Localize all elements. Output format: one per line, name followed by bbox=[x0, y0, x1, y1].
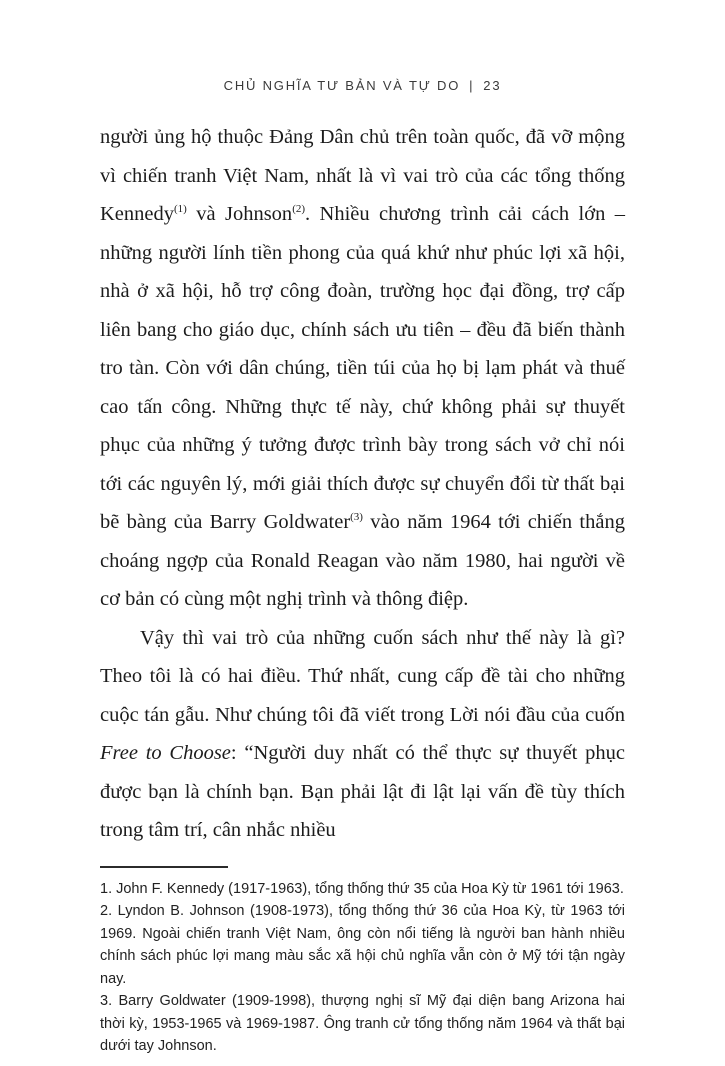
footnote: 3. Barry Goldwater (1909-1998), thượng nghị sĩ Mỹ đại diện bang Arizona hai thời kỳ, 1953-1965 và 1969-1987. Ông tranh cử tổng thống năm 1964 và thất bại dưới tay Johnson. bbox=[100, 993, 625, 1054]
text-segment: người ủng hộ thuộc Đảng Dân chủ trên toàn quốc, đã vỡ mộng vì chiến tranh Việt Nam, nhất là vì vai trò của các tổng thống Kennedy bbox=[100, 126, 625, 225]
body-text bbox=[100, 118, 625, 850]
paragraph bbox=[100, 619, 625, 850]
text-segment: và Johnson bbox=[186, 203, 293, 225]
footnotes bbox=[100, 878, 625, 1058]
paragraph bbox=[100, 118, 625, 619]
text-segment: : “Người duy nhất có thể thực sự thuyết phục được bạn là chính bạn. Bạn phải lật đi lật lại vấn đề tùy thích trong tâm trí, cân nhắc nhiều bbox=[100, 742, 625, 841]
text-segment: vào năm 1964 tới chiến thắng choáng ngợp của Ronald Reagan vào năm 1980, hai người về cơ bản có cùng một nghị trình và thông điệp. bbox=[100, 511, 625, 610]
page-number: 23 bbox=[483, 78, 502, 93]
running-head bbox=[0, 78, 725, 93]
text-segment: Free to Choose bbox=[100, 742, 231, 764]
footnote: 2. Lyndon B. Johnson (1908-1973), tổng thống thứ 36 của Hoa Kỳ, từ 1963 tới 1969. Ngoài chiến tranh Việt Nam, ông còn nổi tiếng là người ban hành nhiều chính sách phúc lợi mang màu sắc xã hội chủ nghĩa vẫn còn ở Mỹ tới tận ngày nay. bbox=[100, 903, 625, 987]
page-content bbox=[100, 118, 625, 1058]
footnote-marker: (1) bbox=[174, 203, 187, 216]
header-divider: | bbox=[469, 78, 475, 93]
footnote-separator bbox=[100, 866, 228, 868]
footnote-marker: (2) bbox=[292, 203, 306, 216]
footnote-marker: (3) bbox=[350, 511, 363, 524]
text-segment: . Nhiều chương trình cải cách lớn – những người lính tiền phong của quá khứ như phúc lợi xã hội, nhà ở xã hội, hỗ trợ công đoàn, trường học đại đồng, trợ cấp liên bang cho giáo dục, chính sách ưu tiên – đều đã biến thành tro tàn. Còn với dân chúng, tiền túi của họ bị lạm phát và thuế cao tấn công. Những thực tế này, chứ không phải sự thuyết phục của những ý tưởng được trình bày trong sách vở chỉ nói tới các nguyên lý, mới giải thích được sự chuyển đổi từ thất bại bẽ bàng của Barry Goldwater bbox=[100, 203, 625, 533]
text-segment: Vậy thì vai trò của những cuốn sách như thế này là gì? Theo tôi là có hai điều. Thứ nhất, cung cấp đề tài cho những cuộc tán gẫu. Như chúng tôi đã viết trong Lời nói đầu của cuốn bbox=[100, 626, 625, 726]
running-title: CHỦ NGHĨA TƯ BẢN VÀ TỰ DO bbox=[223, 78, 461, 93]
footnote: 1. John F. Kennedy (1917-1963), tổng thống thứ 35 của Hoa Kỳ từ 1961 tới 1963. bbox=[100, 880, 624, 897]
